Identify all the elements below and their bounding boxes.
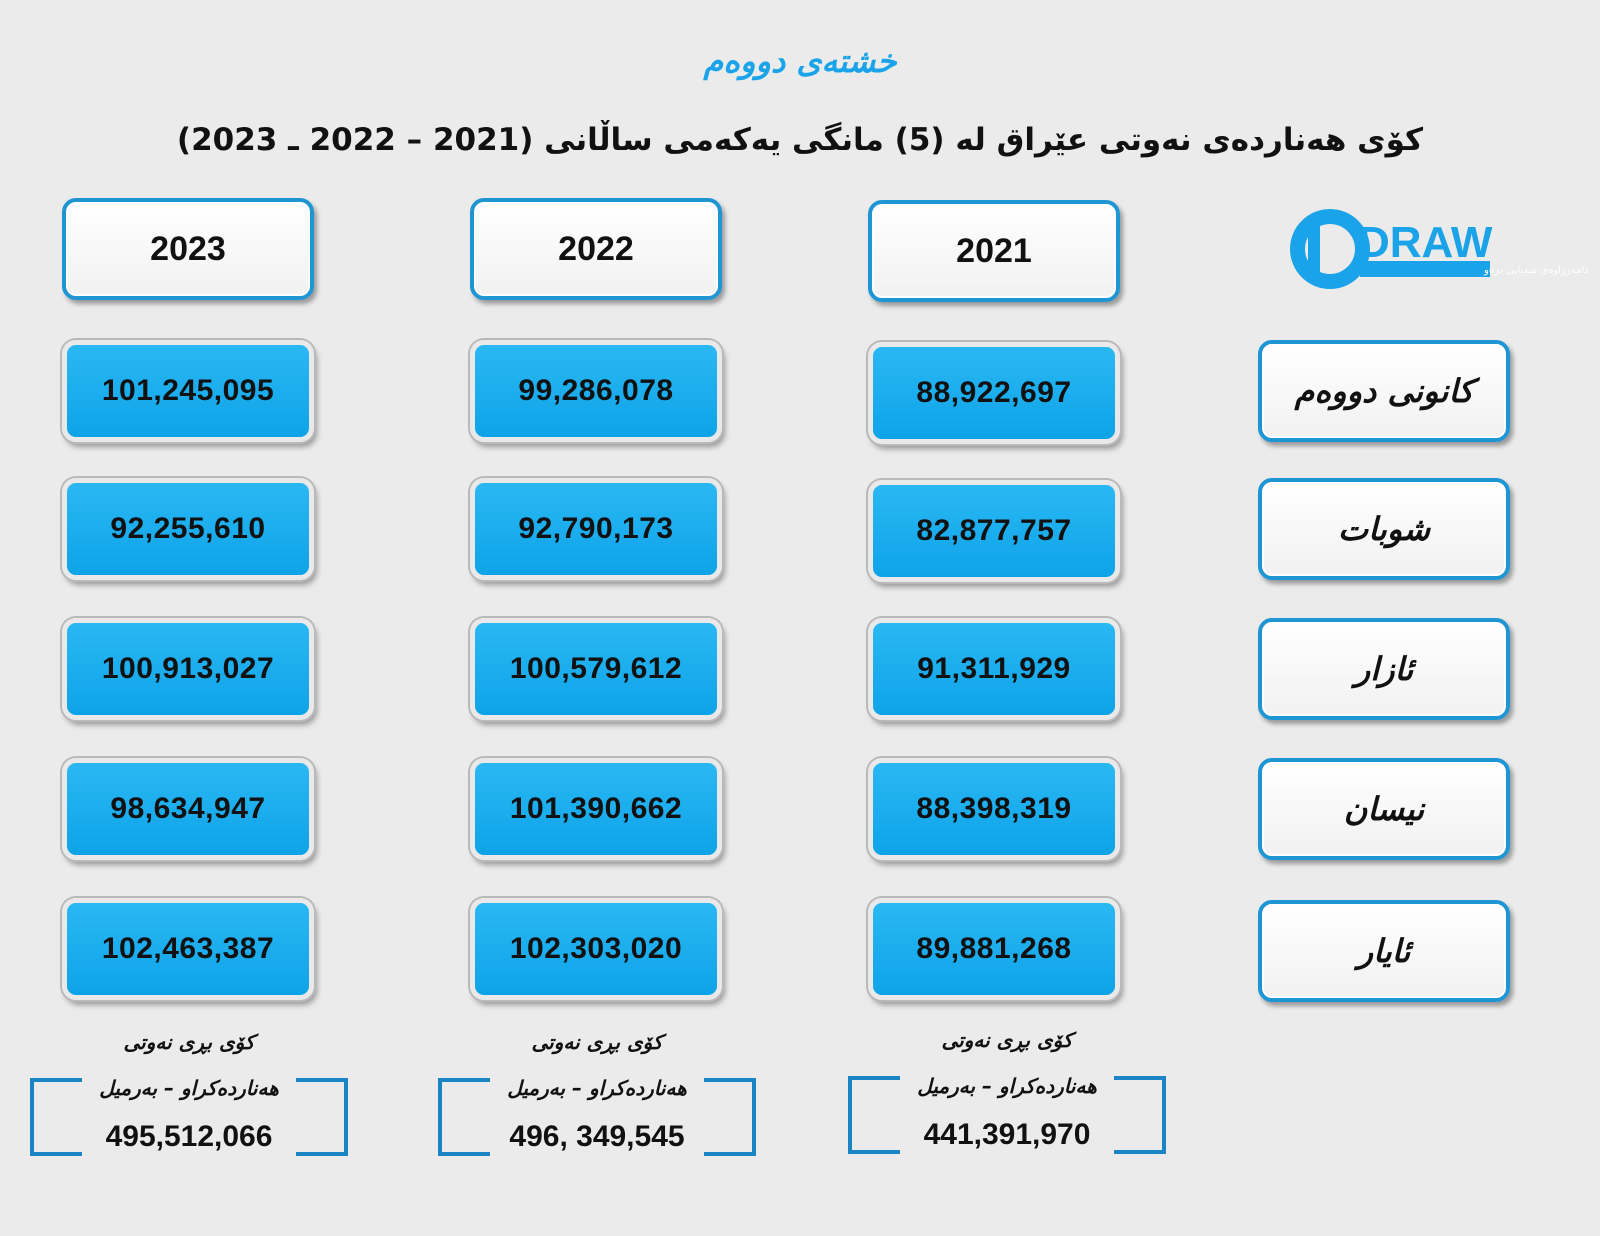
cell-2022-apr: 101,390,662	[470, 758, 722, 860]
total-label-line2: هەناردەكراو – بەرمیل	[507, 1076, 687, 1100]
page-title: كۆی هەناردەی نەوتی عێراق لە (5) مانگی یەكەمی ساڵانی (2021 – 2022 ـ 2023)	[176, 122, 1424, 158]
total-label-line1: كۆی بڕی نەوتی	[123, 1030, 255, 1054]
cell-2021-may: 89,881,268	[868, 898, 1120, 1000]
cell-2021-feb: 82,877,757	[868, 480, 1120, 582]
total-label-line1: كۆی بڕی نەوتی	[941, 1028, 1073, 1052]
year-header-2021: 2021	[868, 200, 1120, 302]
month-label-feb: شوبات	[1258, 478, 1510, 580]
cell-2022-mar: 100,579,612	[470, 618, 722, 720]
total-label-line2: هەناردەكراو – بەرمیل	[99, 1076, 279, 1100]
cell-2022-may: 102,303,020	[470, 898, 722, 1000]
month-label-may: ئایار	[1258, 900, 1510, 1002]
month-label-jan: كانونی دووەم	[1258, 340, 1510, 442]
total-value: 496, 349,545	[509, 1120, 685, 1153]
total-2023	[30, 1030, 348, 1160]
table-subtitle: خشتەی دووەم	[703, 42, 897, 80]
year-header-2023: 2023	[62, 198, 314, 300]
total-value: 495,512,066	[105, 1120, 273, 1153]
cell-2021-apr: 88,398,319	[868, 758, 1120, 860]
cell-2023-jan: 101,245,095	[62, 340, 314, 442]
total-label-line2: هەناردەكراو – بەرمیل	[917, 1074, 1097, 1098]
cell-2022-feb: 92,790,173	[470, 478, 722, 580]
logo-tagline: دامەزراوەی میدیایی درەو	[1484, 265, 1589, 276]
cell-2023-apr: 98,634,947	[62, 758, 314, 860]
cell-2021-mar: 91,311,929	[868, 618, 1120, 720]
cell-2023-feb: 92,255,610	[62, 478, 314, 580]
month-label-mar: ئازار	[1258, 618, 1510, 720]
total-label-line1: كۆی بڕی نەوتی	[531, 1030, 663, 1054]
year-header-2022: 2022	[470, 198, 722, 300]
logo-text: DRAW	[1358, 218, 1493, 267]
cell-2023-mar: 100,913,027	[62, 618, 314, 720]
draw-logo	[1288, 205, 1589, 295]
total-2021	[848, 1028, 1166, 1158]
total-value: 441,391,970	[923, 1118, 1091, 1151]
month-label-apr: نیسان	[1258, 758, 1510, 860]
cell-2021-jan: 88,922,697	[868, 342, 1120, 444]
cell-2023-may: 102,463,387	[62, 898, 314, 1000]
cell-2022-jan: 99,286,078	[470, 340, 722, 442]
total-2022	[438, 1030, 756, 1160]
